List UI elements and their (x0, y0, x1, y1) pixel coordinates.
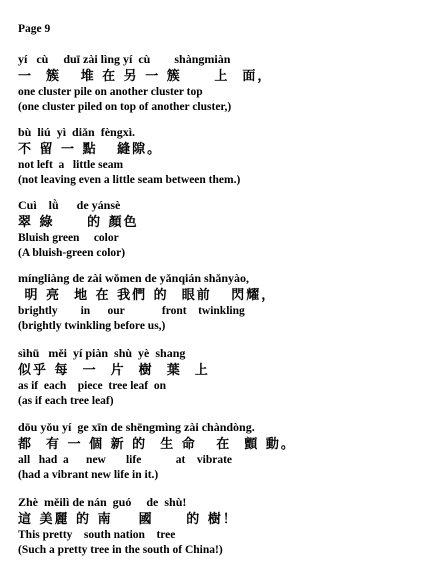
verse-2 (18, 125, 418, 188)
verse-5 (18, 346, 418, 409)
verse-pinyin: míngliàng de zài wǒmen de yǎnqián shǎnyào, (18, 271, 250, 285)
verse-translation: (one cluster piled on top of another cluster,) (18, 101, 232, 113)
verse-word-gloss: one cluster pile on another cluster top (18, 86, 203, 98)
verse-6 (18, 420, 418, 483)
verse-pinyin: Zhè měilì de nán guó de shù! (18, 495, 187, 509)
verse-pinyin: bù liú yì diǎn fèngxì. (18, 125, 136, 139)
verse-word-gloss: Bluish green color (18, 232, 119, 244)
verse-translation: (A bluish-green color) (18, 247, 126, 259)
verse-translation: (as if each tree leaf) (18, 395, 114, 407)
verse-word-gloss: not left a little seam (18, 159, 124, 171)
verse-word-gloss: all had a new life at vibrate (18, 454, 233, 466)
verse-chinese: 似乎 每 一 片 樹 葉 上 (18, 363, 210, 378)
page-number: Page 9 (18, 23, 51, 35)
verse-chinese: 不 留 一 點 縫隙。 (18, 142, 163, 157)
verse-chinese: 一 簇 堆 在 另 一 簇 上 面， (18, 69, 273, 84)
verse-chinese: 翠 綠 的 顏色 (18, 215, 139, 230)
verse-translation: (not leaving even a little seam between them.) (18, 174, 241, 186)
verse-translation: (brightly twinkling before us,) (18, 320, 166, 332)
verse-translation: (Such a pretty tree in the south of China!) (18, 544, 223, 556)
verse-7 (18, 495, 418, 558)
verse-translation: (had a vibrant new life in it.) (18, 469, 159, 481)
verse-1 (18, 52, 418, 115)
verse-pinyin: dōu yǒu yí ge xīn de shēngmìng zài chàndòng. (18, 420, 255, 434)
verse-word-gloss: as if each piece tree leaf on (18, 380, 166, 392)
verse-4 (18, 271, 418, 334)
verse-pinyin: Cuì lǜ de yánsè (18, 198, 121, 212)
verse-chinese: 都 有 一 個 新 的 生 命 在 顫 動。 (18, 437, 296, 452)
verse-chinese: 這 美麗 的 南 國 的 樹！ (18, 512, 238, 527)
verse-word-gloss: brightly in our front twinkling (18, 305, 245, 317)
verse-word-gloss: This pretty south nation tree (18, 529, 176, 541)
verse-pinyin: yí cù duī zài lìng yí cù shàngmiàn (18, 52, 231, 66)
verse-pinyin: sìhū měi yí piàn shù yè shang (18, 346, 186, 360)
verse-3 (18, 198, 418, 261)
verse-chinese: 明 亮 地 在 我們 的 眼前 閃耀， (18, 288, 277, 303)
